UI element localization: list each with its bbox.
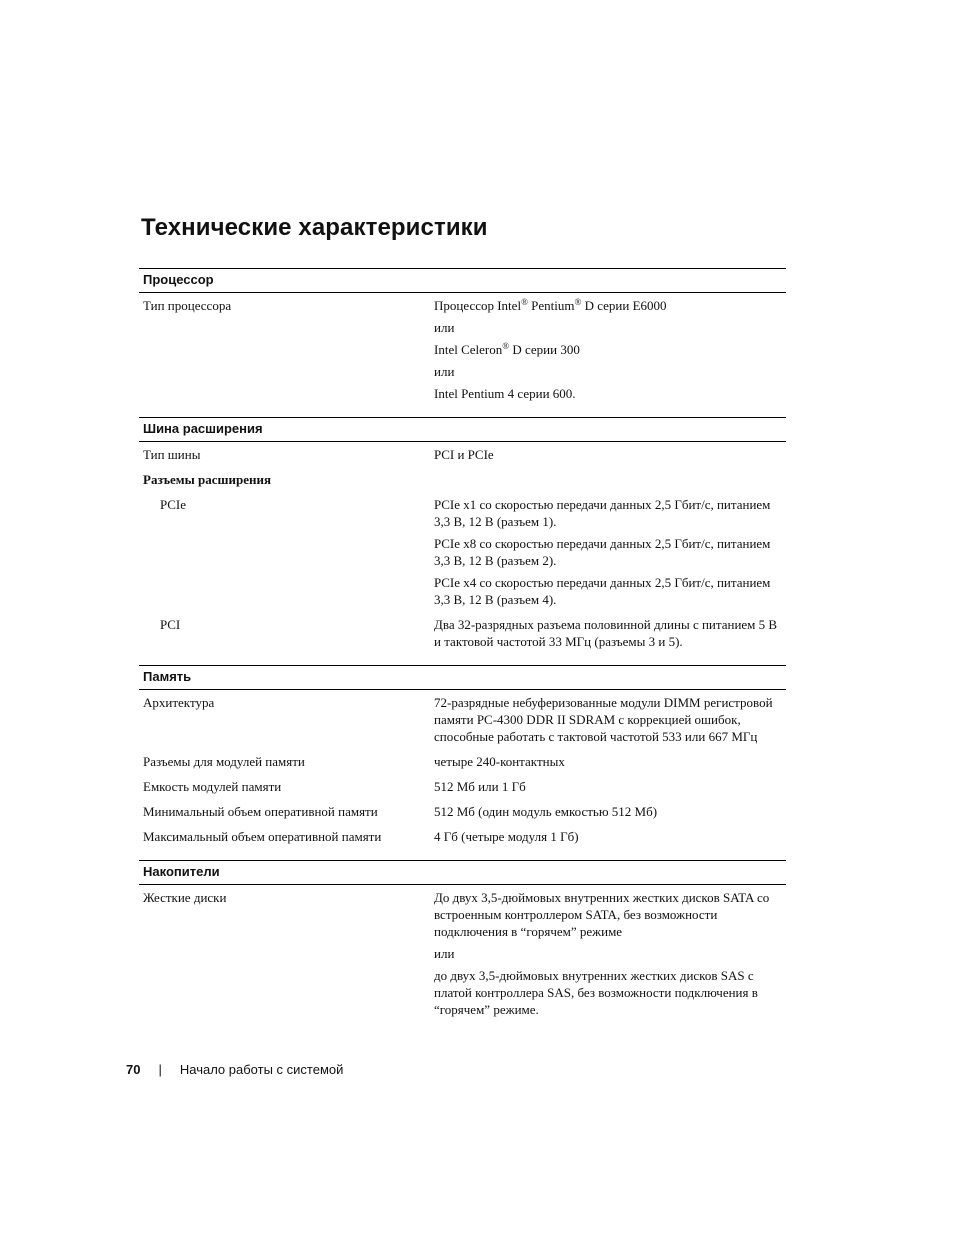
footer-separator: | <box>158 1062 162 1077</box>
row-value: 512 Мб (один модуль емкостью 512 Мб) <box>434 804 658 819</box>
row-memory-slots <box>139 749 786 774</box>
or-text: или <box>434 320 455 335</box>
section-header-memory: Память <box>139 666 786 690</box>
row-value <box>434 496 786 608</box>
row-memory-min <box>139 799 786 824</box>
section-header-processor: Процессор <box>139 269 786 293</box>
registered-mark: ® <box>521 297 528 307</box>
row-label: Емкость модулей памяти <box>143 779 282 794</box>
row-label: Разъемы для модулей памяти <box>143 754 305 769</box>
row-value <box>434 297 786 402</box>
row-pci <box>139 612 786 654</box>
registered-mark: ® <box>502 341 510 351</box>
pcie-slot-desc: PCIe x4 со скоростью передачи данных 2,5 Гбит/с, питанием 3,3 В, 12 В (разъем 4). <box>434 575 771 607</box>
row-memory-capacity <box>139 774 786 799</box>
row-value: 512 Мб или 1 Гб <box>434 779 526 794</box>
row-value <box>434 889 786 1018</box>
footer-chapter-title: Начало работы с системой <box>179 1062 344 1077</box>
pcie-slot-desc: PCIe x8 со скоростью передачи данных 2,5 Гбит/с, питанием 3,3 В, 12 В (разъем 2). <box>434 536 771 568</box>
registered-mark: ® <box>574 297 582 307</box>
section-header-storage: Накопители <box>139 861 786 885</box>
spec-table <box>139 268 786 1022</box>
processor-option-3: Intel Pentium 4 серии 600. <box>434 386 576 401</box>
row-bus-type <box>139 442 786 467</box>
section-expansion-bus <box>139 417 786 654</box>
row-value: PCI и PCIe <box>434 447 494 462</box>
pcie-slot-desc: PCIe x1 со скоростью передачи данных 2,5 Гбит/с, питанием 3,3 В, 12 В (разъем 1). <box>434 497 771 529</box>
row-value: 4 Гб (четыре модуля 1 Гб) <box>434 829 579 844</box>
row-value: четыре 240-контактных <box>434 754 565 769</box>
row-label: Жесткие диски <box>143 890 227 905</box>
row-memory-max <box>139 824 786 849</box>
row-value: 72-разрядные небуферизованные модули DIMM регистровой памяти PC-4300 DDR II SDRAM с коррекцией ошибок, способные работать с тактовой частотой 533 или 667 МГц <box>434 695 773 744</box>
row-expansion-slots <box>139 467 786 492</box>
row-value: Два 32-разрядных разъема половинной длины с питанием 5 В и тактовой частотой 33 МГц (разъемы 3 и 5). <box>434 617 778 649</box>
or-text: или <box>434 946 455 961</box>
hdd-option-2: до двух 3,5-дюймовых внутренних жестких дисков SAS с платой контроллера SAS, без возможности подключения в “горячем” режиме. <box>434 968 758 1017</box>
section-storage <box>139 860 786 1022</box>
row-pcie <box>139 492 786 612</box>
processor-option-2: Intel Celeron® D серии 300 <box>434 341 580 357</box>
row-label: Минимальный объем оперативной памяти <box>143 804 378 819</box>
section-memory <box>139 665 786 849</box>
page-number: 70 <box>126 1062 141 1077</box>
row-label: Максимальный объем оперативной памяти <box>143 829 382 844</box>
row-label: PCI <box>160 617 181 632</box>
or-text: или <box>434 364 455 379</box>
page-footer <box>126 1062 343 1077</box>
row-label: Тип процессора <box>143 298 232 313</box>
row-label: Архитектура <box>143 695 215 710</box>
row-label: PCIe <box>160 497 186 512</box>
row-processor-type <box>139 293 786 406</box>
section-processor <box>139 268 786 406</box>
hdd-option-1: До двух 3,5-дюймовых внутренних жестких дисков SATA со встроенным контроллером SATA, без возможности подключения в “горячем” режиме <box>434 890 770 939</box>
row-label: Тип шины <box>143 447 201 462</box>
row-subheading: Разъемы расширения <box>143 472 272 487</box>
row-memory-architecture <box>139 690 786 749</box>
page-title: Технические характеристики <box>141 214 488 241</box>
processor-option-1: Процессор Intel® Pentium® D серии E6000 <box>434 297 667 313</box>
row-hard-drives <box>139 885 786 1022</box>
section-header-expansion-bus: Шина расширения <box>139 418 786 442</box>
